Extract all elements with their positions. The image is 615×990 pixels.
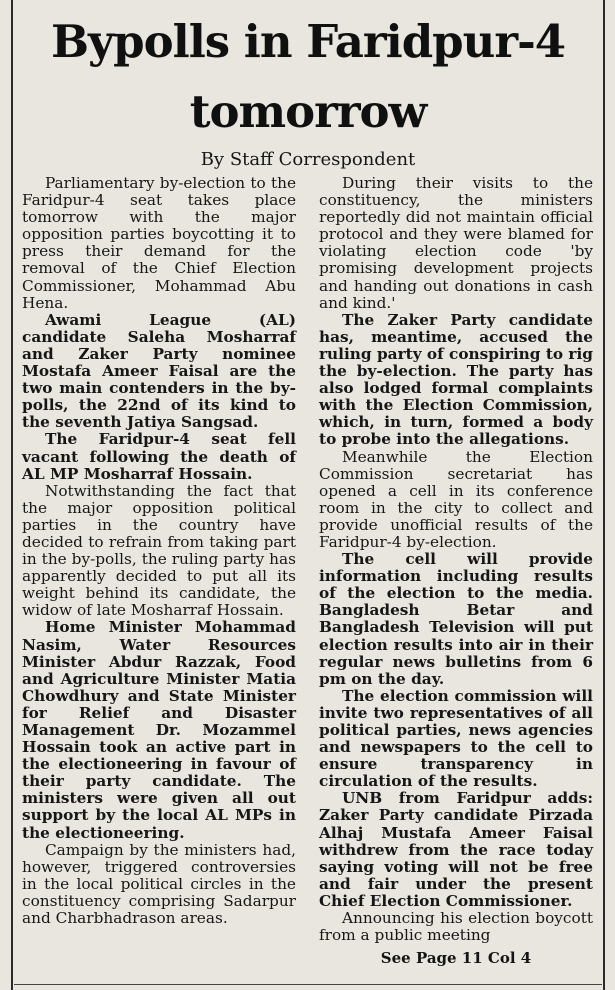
headline-line-2: tomorrow <box>189 85 427 138</box>
paragraph: The election commission will invite two representatives of all political parties, news agencies and newspapers to the cell to ensure transparency in circulation of the results. <box>319 686 593 791</box>
paragraph: The cell will provide information including results of the election to the media. Bangladesh Betar and Bangladesh Television will put election results into air in their regular news bulletins from 6 pm on the day. <box>319 550 593 688</box>
paragraph: UNB from Faridpur adds: Zaker Party candidate Pirzada Alhaj Mustafa Ameer Faisal withdrew from the race today saying voting will not be free and fair under the present Chief Election Commissioner. <box>319 789 593 910</box>
continuation-jump-line: See Page 11 Col 4 <box>380 949 532 967</box>
paragraph: Campaign by the ministers had, however, triggered controversies in the local political circles in the constituency comprising Sadarpur and Charbhadrason areas. <box>22 840 296 928</box>
paragraph: The Zaker Party candidate has, meantime, accused the ruling party of conspiring to rig the by-election. The party has also lodged formal complaints with the Election Commission, which, in turn, formed a body to probe into the allegations. <box>319 310 593 449</box>
paragraph: Meanwhile the Election Commission secretariat has opened a cell in its conference room in the city to collect and provide unofficial results of the Faridpur-4 by-election. <box>319 447 593 551</box>
paragraph: Awami League (AL) candidate Saleha Mosharraf and Zaker Party nominee Mostafa Ameer Faisal are the two main contenders in the by-polls, the 22nd of its kind to the seventh Jatiya Sangsad. <box>22 310 296 432</box>
bottom-divider <box>14 984 602 985</box>
byline: By Staff Correspondent <box>200 149 416 170</box>
paragraph: Notwithstanding the fact that the major opposition political parties in the country have decided to refrain from taking part in the by-polls, the ruling party has apparently decided to put all its weight behind its candidate, the widow of late Mosharraf Hossain. <box>22 481 296 620</box>
headline-line-1: Bypolls in Faridpur-4 <box>50 15 566 68</box>
left-column-rule <box>11 0 13 990</box>
paragraph: Parliamentary by-election to the Faridpur-4 seat takes place tomorrow with the major opposition parties boycotting it to press their demand for the removal of the Chief Election Commissioner, Mohammad Abu Hena. <box>22 174 296 312</box>
paragraph: During their visits to the constituency, the ministers reportedly did not maintain official protocol and they were blamed for violating election code 'by promising development projects and handing out donations in cash and kind.' <box>319 174 593 312</box>
paragraph: Announcing his election boycott from a public meeting <box>319 909 593 945</box>
paragraph: The Faridpur-4 seat fell vacant following the death of AL MP Mosharraf Hossain. <box>22 430 296 483</box>
paragraph: Home Minister Mohammad Nasim, Water Resources Minister Abdur Razzak, Food and Agriculture Minister Matia Chowdhury and State Minister for Relief and Disaster Management Dr. Mozammel Hossain took an active part in the electioneering in favour of their party candidate. The ministers were given all out support by the local AL MPs in the electioneering. <box>22 618 296 842</box>
article-column-left <box>22 175 296 927</box>
right-column-rule <box>603 0 605 990</box>
article-column-right <box>319 175 593 944</box>
